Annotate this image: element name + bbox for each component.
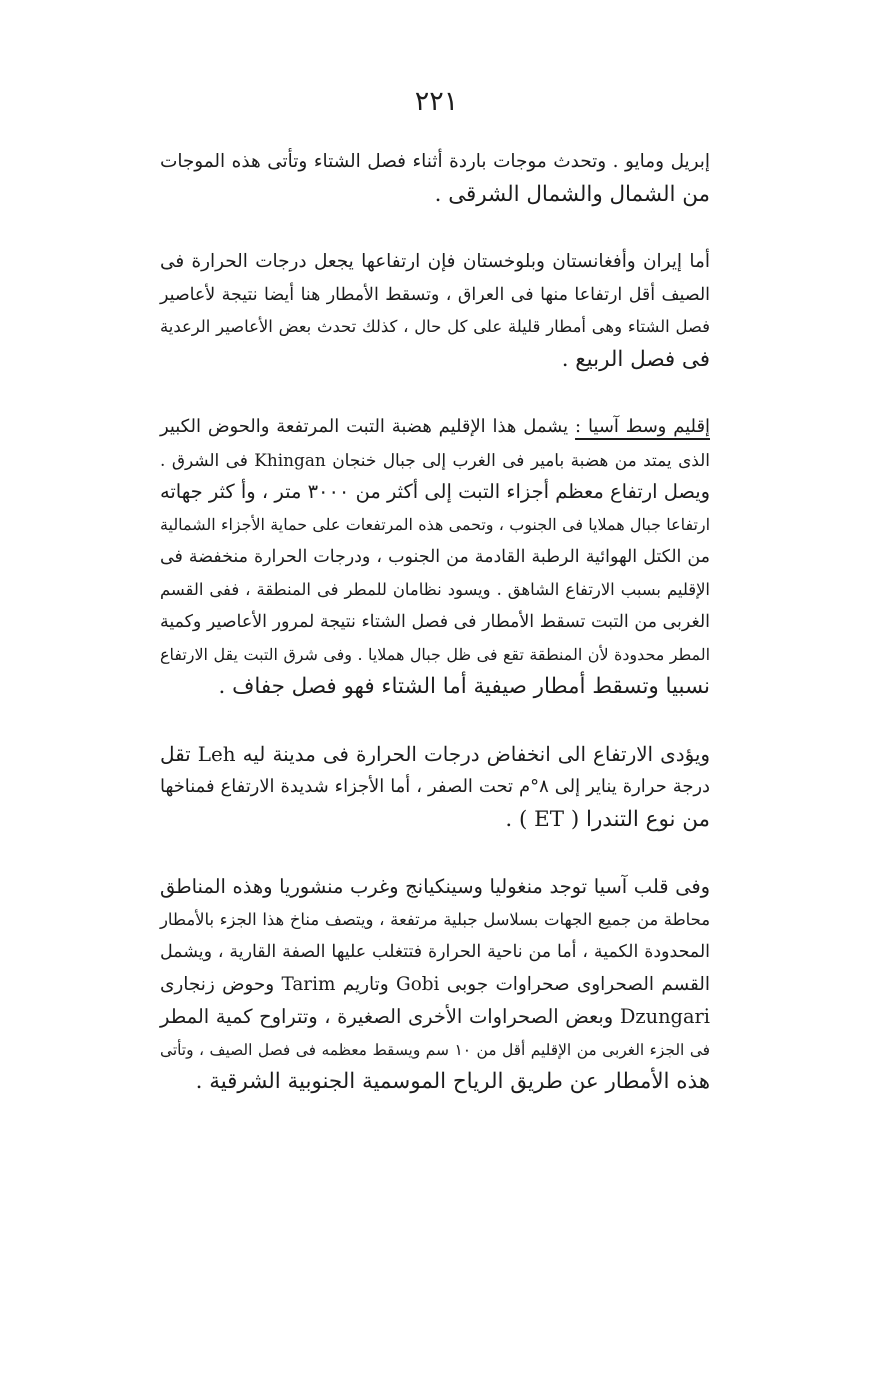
text-line: درجة حرارة يناير إلى ٨°م تحت الصفر ، أما الأجزاء شديدة الارتفاع فمناخها [160,776,710,797]
text-line: محاطة من جميع الجهات بسلاسل جبلية مرتفعة ، ويتصف مناخ هذا الجزء بالأمطار [160,909,710,929]
text-line: من الشمال والشمال الشرقى . [434,181,710,207]
text-line: الذى يمتد من هضبة بامير فى الغرب إلى جبال خنجان Khingan فى الشرق . [160,449,710,470]
text-line: ويؤدى الارتفاع الى انخفاض درجات الحرارة فى مدينة ليه Leh تقل [160,742,710,766]
text-line: الصيف أقل ارتفاعا منها فى العراق ، وتسقط الأمطار هنا أيضا نتيجة لأعاصير [160,284,710,305]
text-line: فى فصل الربيع . [561,346,710,372]
paragraph-gap [160,211,710,246]
paragraph-gap [160,704,710,739]
text-line: من الكتل الهوائية الرطبة القادمة من الجنوب ، ودرجات الحرارة منخفضة فى [160,547,710,567]
text-line: الغربى من التبت تسقط الأمطار فى فصل الشتاء نتيجة لمرور الأعاصير وكمية [160,612,710,632]
paragraph-1 [160,146,710,211]
text-line: هذه الأمطار عن طريق الرياح الموسمية الجنوبية الشرقية . [195,1069,710,1094]
body-text [160,146,710,1099]
text-line: فصل الشتاء وهى أمطار قليلة على كل حال ، كذلك تحدث بعض الأعاصير الرعدية [160,317,710,336]
text-line: فى الجزء الغربى من الإقليم أقل من ١٠ سم ويسقط معظمه فى فصل الصيف ، وتأتى [160,1040,711,1059]
section-heading: إقليم وسط آسيا : [575,416,710,437]
paragraph-5 [160,871,710,1099]
text-line: ارتفاعا جبال هملايا فى الجنوب ، وتحمى هذه المرتفعات على حماية الأجزاء الشمالية [160,514,710,534]
text-line: من نوع التندرا ( ET ) . [505,806,710,832]
paragraph-gap [160,376,710,411]
page-number: ٢٢١ [414,86,459,117]
paragraph-4 [160,739,710,837]
text-line: الإقليم بسبب الارتفاع الشاهق . ويسود نظامان للمطر فى المنطقة ، ففى القسم [160,579,710,599]
text-line: المطر محدودة لأن المنطقة تقع فى ظل جبال هملايا . وفى شرق التبت يقل الارتفاع [160,644,710,664]
text-line: أما إيران وأفغانستان وبلوخستان فإن ارتفاعها يجعل درجات الحرارة فى [160,251,710,272]
text-line: المحدودة الكمية ، أما من ناحية الحرارة فتتغلب عليها الصفة القارية ، ويشمل [160,942,710,962]
text-line: ويصل ارتفاع معظم أجزاء التبت إلى أكثر من ٣٠٠٠ متر ، وأ كثر جهاته [160,480,710,503]
text-line: يشمل هذا الإقليم هضبة التبت المرتفعة والحوض الكبير [160,416,576,437]
paragraph-gap [160,836,710,871]
text-line: نسبيا وتسقط أمطار صيفية أما الشتاء فهو فصل جفاف . [218,674,710,699]
text-line: القسم الصحراوى صحراوات جوبى Gobi وتاريم Tarim وحوض زنجارى [160,973,710,995]
text-line: إبريل ومايو . وتحدث موجات باردة أثناء فصل الشتاء وتأتى هذه الموجات [160,151,710,172]
text-line-with-heading [160,411,710,444]
text-line: Dzungari وبعض الصحراوات الأخرى الصغيرة ، وتتراوح كمية المطر [160,1005,710,1028]
paragraph-2 [160,246,710,376]
text-line: وفى قلب آسيا توجد منغوليا وسينكيانج وغرب منشوريا وهذه المناطق [160,875,710,898]
paragraph-3 [160,411,710,704]
